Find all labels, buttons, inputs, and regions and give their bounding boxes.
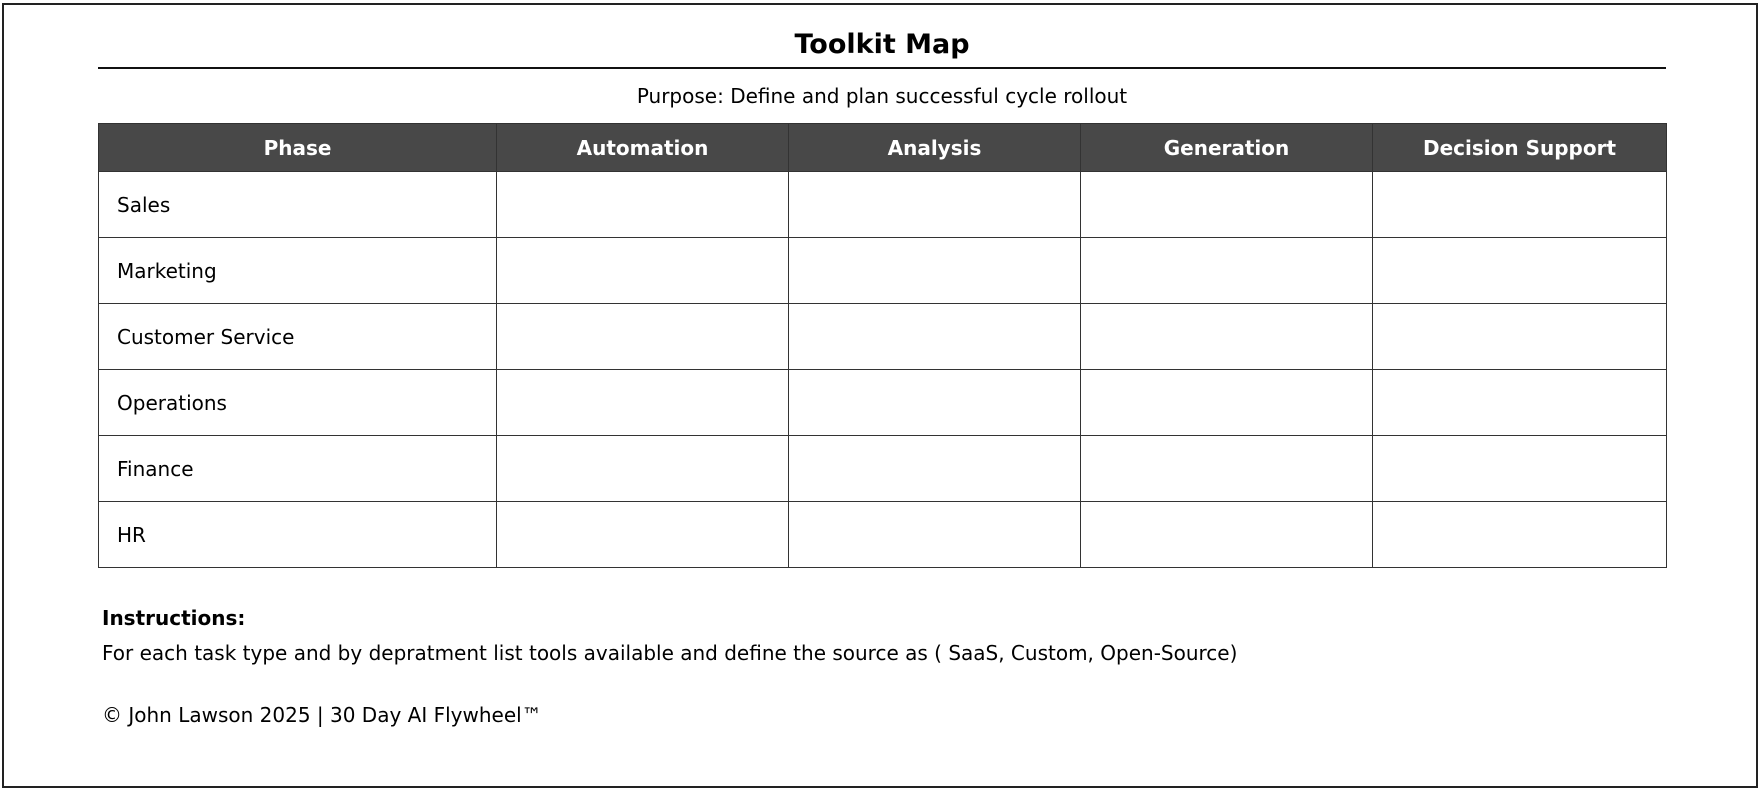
- table-row: [99, 370, 1667, 436]
- table-header-row: [99, 124, 1667, 172]
- decision-support-cell[interactable]: [1373, 304, 1667, 370]
- instructions-heading: Instructions:: [102, 606, 246, 630]
- decision-support-cell[interactable]: [1373, 238, 1667, 304]
- analysis-cell[interactable]: [789, 370, 1081, 436]
- generation-cell[interactable]: [1081, 238, 1373, 304]
- toolkit-table: [98, 123, 1667, 568]
- automation-cell[interactable]: [497, 304, 789, 370]
- decision-support-cell[interactable]: [1373, 370, 1667, 436]
- table-row: [99, 304, 1667, 370]
- analysis-cell[interactable]: [789, 172, 1081, 238]
- generation-cell[interactable]: [1081, 370, 1373, 436]
- automation-cell[interactable]: [497, 172, 789, 238]
- generation-cell[interactable]: [1081, 172, 1373, 238]
- analysis-cell[interactable]: [789, 238, 1081, 304]
- phase-cell: Finance: [99, 436, 497, 502]
- automation-cell[interactable]: [497, 238, 789, 304]
- table-row: [99, 172, 1667, 238]
- header-generation: Generation: [1081, 124, 1373, 172]
- decision-support-cell[interactable]: [1373, 436, 1667, 502]
- generation-cell[interactable]: [1081, 436, 1373, 502]
- phase-cell: HR: [99, 502, 497, 568]
- generation-cell[interactable]: [1081, 304, 1373, 370]
- header-analysis: Analysis: [789, 124, 1081, 172]
- table-row: [99, 238, 1667, 304]
- header-automation: Automation: [497, 124, 789, 172]
- copyright-footer: © John Lawson 2025 | 30 Day AI Flywheel™: [102, 703, 542, 727]
- header-decision-support: Decision Support: [1373, 124, 1667, 172]
- analysis-cell[interactable]: [789, 436, 1081, 502]
- title-divider: [98, 67, 1666, 69]
- phase-cell: Operations: [99, 370, 497, 436]
- decision-support-cell[interactable]: [1373, 502, 1667, 568]
- phase-cell: Marketing: [99, 238, 497, 304]
- page-title: Toolkit Map: [794, 29, 970, 60]
- table-row: [99, 436, 1667, 502]
- header-phase: Phase: [99, 124, 497, 172]
- phase-cell: Sales: [99, 172, 497, 238]
- generation-cell[interactable]: [1081, 502, 1373, 568]
- analysis-cell[interactable]: [789, 502, 1081, 568]
- analysis-cell[interactable]: [789, 304, 1081, 370]
- decision-support-cell[interactable]: [1373, 172, 1667, 238]
- phase-cell: Customer Service: [99, 304, 497, 370]
- instructions-text: For each task type and by depratment list tools available and define the source as ( SaaS, Custom, Open-Source): [102, 641, 1238, 665]
- automation-cell[interactable]: [497, 502, 789, 568]
- table-row: [99, 502, 1667, 568]
- automation-cell[interactable]: [497, 436, 789, 502]
- automation-cell[interactable]: [497, 370, 789, 436]
- purpose-text: Purpose: Define and plan successful cycle rollout: [636, 84, 1128, 108]
